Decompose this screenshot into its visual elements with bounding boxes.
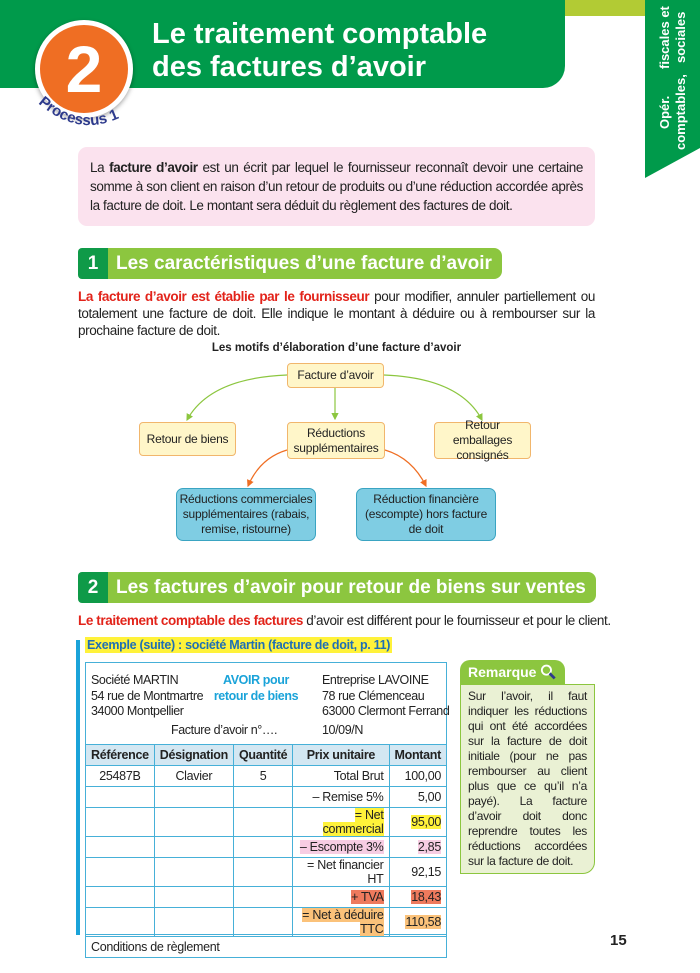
- diagram-commerciales: Réductions commerciales supplémentaires (rabais, remise, ristourne): [176, 488, 316, 541]
- intro-box: La facture d’avoir est un écrit par lequel le fournisseur reconnaît devoir une certaine somme à son client en raison d’un retour de produits ou d’une réduction accordée après la facture de doit. Le montant sera déduit du règlement des factures de doit.: [78, 147, 595, 226]
- invoice-date: 10/09/N: [322, 723, 363, 737]
- table-row: 25487B Clavier 5 Total Brut 100,00: [86, 766, 447, 787]
- side-tab-label: Opér. comptables, fiscales et sociales: [657, 5, 688, 150]
- diagram-title: Les motifs d’élaboration d’une facture d’avoir: [211, 342, 462, 354]
- example-bar: [76, 640, 80, 935]
- section-1-text: La facture d’avoir est établie par le fournisseur pour modifier, annuler partiellement ou totalement une facture de doit. Elle indique le montant à déduire ou à rembourser sur la prochaine facture de doit.: [78, 289, 596, 338]
- table-row: = Net commercial 95,00: [86, 808, 447, 837]
- remark-title: Remarque: [460, 660, 565, 684]
- table-row: – Escompte 3% 2,85: [86, 837, 447, 858]
- invoice-buyer: Entreprise LAVOINE 78 rue Clémenceau 63000 Clermont Ferrand: [322, 673, 450, 718]
- section-1-heading: 1 Les caractéristiques d’une facture d’avoir: [78, 248, 502, 279]
- section-2-heading: 2 Les factures d’avoir pour retour de biens sur ventes: [78, 572, 596, 603]
- diagram-financiere: Réduction financière (escompte) hors facture de doit: [356, 488, 496, 541]
- table-row: – Remise 5% 5,00: [86, 787, 447, 808]
- diagram-emballages: Retour emballages consignés: [434, 422, 531, 459]
- page-number: 15: [610, 932, 627, 949]
- table-row: = Net financier HT 92,15: [86, 858, 447, 887]
- invoice: [85, 662, 450, 954]
- table-row: + TVA 18,43: [86, 887, 447, 908]
- diagram-reductions: Réductions supplémentaires: [287, 422, 385, 459]
- diagram-root: Facture d’avoir: [287, 363, 384, 388]
- invoice-seller: Société MARTIN 54 rue de Montmartre 34000 Montpellier: [91, 673, 204, 718]
- diagram-retour-biens: Retour de biens: [139, 422, 236, 456]
- invoice-table: Référence Désignation Quantité Prix unitaire Montant 25487B Clavier 5 Total Brut 100,00 – Remise 5% 5,00 = Net commercial 95,00 – Escompte 3% 2,85 = Net financier HT 92,15 + TVA 18,43 = Net à déduire TTC 110,58 Conditions de règlement: [85, 744, 447, 958]
- svg-text:Processus 1: Processus 1: [35, 95, 122, 130]
- example-label: Exemple (suite) : société Martin (facture de doit, p. 11): [87, 638, 391, 652]
- table-row: = Net à déduire TTC 110,58: [86, 908, 447, 937]
- section-2-text: Le traitement comptable des factures d’avoir est différent pour le fournisseur et pour le client.: [78, 613, 611, 628]
- page-title: Le traitement comptable des factures d’avoir: [152, 18, 488, 83]
- invoice-number: Facture d’avoir n°….: [171, 723, 278, 737]
- magnifier-icon: [540, 663, 557, 681]
- chapter-number: 2: [35, 20, 133, 118]
- remark-text: Sur l’avoir, il faut indiquer les réductions qui ont été accordées sur la facture de doit initiale (pour ne pas rembourser au client plus que ce qu’il n’a payé). La facture d’avoir doit donc reprendre toutes les réductions accordées sur la facture de doit.: [460, 684, 595, 874]
- invoice-title: AVOIR pour retour de biens: [213, 673, 299, 703]
- invoice-conditions: Conditions de règlement: [86, 937, 447, 958]
